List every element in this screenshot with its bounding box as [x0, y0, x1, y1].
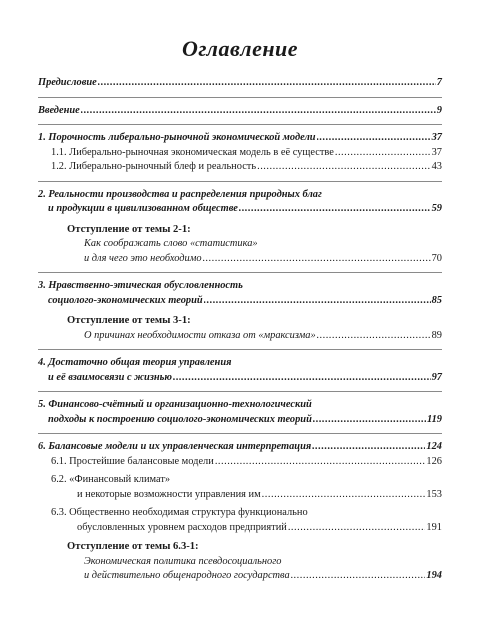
- divider: [38, 433, 442, 434]
- digression-line[interactable]: [38, 237, 442, 252]
- toc-entry-intro[interactable]: [38, 104, 442, 119]
- leader-dots: [81, 104, 436, 119]
- toc-entry-chapter-6[interactable]: [38, 440, 442, 455]
- divider: [38, 391, 442, 392]
- toc-entry-text: Как соображать слово «статистика»: [84, 238, 258, 249]
- toc-entry-chapter-3-line1[interactable]: 3. Нравственно-этическая обусловленность: [38, 280, 243, 291]
- toc-entry-text: 1.1. Либерально-рыночная экономическая модель в её существе: [51, 146, 334, 158]
- page-number: 85: [431, 294, 442, 306]
- toc-entry-text: социолого-экономических теорий: [48, 294, 203, 306]
- toc-entry-text: и продукции в цивилизованном обществе: [48, 203, 238, 214]
- table-of-contents: [38, 76, 442, 584]
- page-number: 59: [431, 203, 442, 214]
- leader-dots: [288, 521, 426, 536]
- page-number: 194: [426, 570, 442, 581]
- digression-heading: Отступление от темы 3-1:: [67, 315, 191, 326]
- toc-entry-section-1-1[interactable]: [38, 146, 442, 161]
- leader-dots: [291, 569, 426, 584]
- toc-entry-text: и некоторые возможности управления им: [77, 488, 261, 500]
- toc-entry-text: и для чего это необходимо: [84, 252, 202, 264]
- divider: [38, 97, 442, 98]
- page-number: 37: [431, 146, 442, 158]
- leader-dots: [312, 440, 425, 455]
- leader-dots: [317, 329, 431, 344]
- toc-entry-digression-3-1[interactable]: [38, 329, 442, 344]
- leader-dots: [317, 131, 431, 146]
- toc-entry-digression-2-1[interactable]: [38, 252, 442, 267]
- toc-entry-text: 6. Балансовые модели и их управленческая интерпретация: [38, 441, 312, 452]
- page-number: 153: [426, 488, 442, 500]
- toc-entry-chapter-3[interactable]: [38, 294, 442, 309]
- leader-dots: [204, 294, 431, 309]
- divider: [38, 124, 442, 125]
- page-number: 9: [436, 104, 442, 116]
- toc-entry-text: и действительно общенародного государства: [84, 570, 290, 581]
- toc-entry-section-1-2[interactable]: [38, 160, 442, 175]
- toc-entry-chapter-5[interactable]: [38, 413, 442, 428]
- page-number: 124: [426, 441, 442, 452]
- toc-entry-text: 6.2. «Финансовый климат»: [51, 474, 171, 485]
- toc-entry-text: 1. Порочность либерально-рыночной экономической модели: [38, 132, 316, 143]
- toc-entry-text: подходы к построению социолого-экономических теорий: [48, 413, 312, 425]
- divider: [38, 181, 442, 182]
- digression-heading: Отступление от темы 6.3-1:: [67, 541, 199, 552]
- toc-entry-preface[interactable]: [38, 76, 442, 91]
- toc-entry-text: Экономическая политика псевдосоциального: [84, 555, 282, 567]
- leader-dots: [215, 455, 426, 470]
- leader-dots: [335, 146, 431, 161]
- toc-entry-text: 1.2. Либерально-рыночный блеф и реальность: [51, 161, 257, 172]
- leader-dots: [257, 160, 431, 175]
- page-number: 70: [431, 252, 442, 264]
- toc-entry-text: 6.3. Общественно необходимая структура функционально: [51, 507, 308, 518]
- leader-dots: [203, 252, 431, 267]
- page-number: 97: [431, 371, 442, 383]
- digression-heading: Отступление от темы 2-1:: [67, 223, 191, 235]
- page-number: 43: [431, 161, 442, 172]
- toc-entry-text: обусловленных уровнем расходов предприятий: [77, 521, 287, 533]
- toc-entry-section-6-3[interactable]: [38, 521, 442, 536]
- leader-dots: [239, 202, 431, 217]
- toc-entry-section-6-2[interactable]: [38, 488, 442, 503]
- page-title: Оглавление: [181, 36, 299, 61]
- divider: [38, 349, 442, 350]
- divider: [38, 272, 442, 273]
- page-number: 191: [426, 521, 442, 533]
- leader-dots: [98, 76, 436, 91]
- toc-entry-section-6-2-line1[interactable]: [38, 473, 442, 488]
- toc-entry-chapter-4[interactable]: [38, 371, 442, 386]
- toc-entry-text: и её взаимосвязи с жизнью: [48, 371, 172, 383]
- toc-entry-text: О причинах необходимости отказа от «мраксизма»: [84, 329, 316, 341]
- page-number: 37: [431, 132, 442, 143]
- toc-entry-text: Введение: [38, 104, 80, 116]
- page-number: 89: [431, 329, 442, 341]
- leader-dots: [173, 371, 431, 386]
- toc-entry-chapter-2-line1[interactable]: 2. Реальности производства и распределения природных благ: [38, 188, 322, 200]
- digression-line[interactable]: [38, 555, 442, 570]
- leader-dots: [313, 413, 426, 428]
- toc-entry-chapter-4-line1[interactable]: 4. Достаточно общая теория управления: [38, 357, 232, 368]
- toc-entry-text: 6.1. Простейшие балансовые модели: [51, 455, 214, 467]
- page-number: 126: [426, 455, 442, 467]
- toc-entry-text: Предисловие: [38, 77, 97, 88]
- page-number: 7: [436, 77, 442, 88]
- toc-entry-section-6-3-line1[interactable]: [38, 506, 442, 521]
- page-number: 119: [426, 413, 442, 425]
- toc-entry-section-6-1[interactable]: [38, 455, 442, 470]
- leader-dots: [262, 488, 426, 503]
- toc-entry-chapter-5-line1[interactable]: 5. Финансово-счётный и организационно-технологический: [38, 399, 312, 410]
- toc-entry-digression-6-3-1[interactable]: [38, 569, 442, 584]
- toc-entry-chapter-1[interactable]: [38, 131, 442, 146]
- toc-entry-chapter-2[interactable]: [38, 202, 442, 217]
